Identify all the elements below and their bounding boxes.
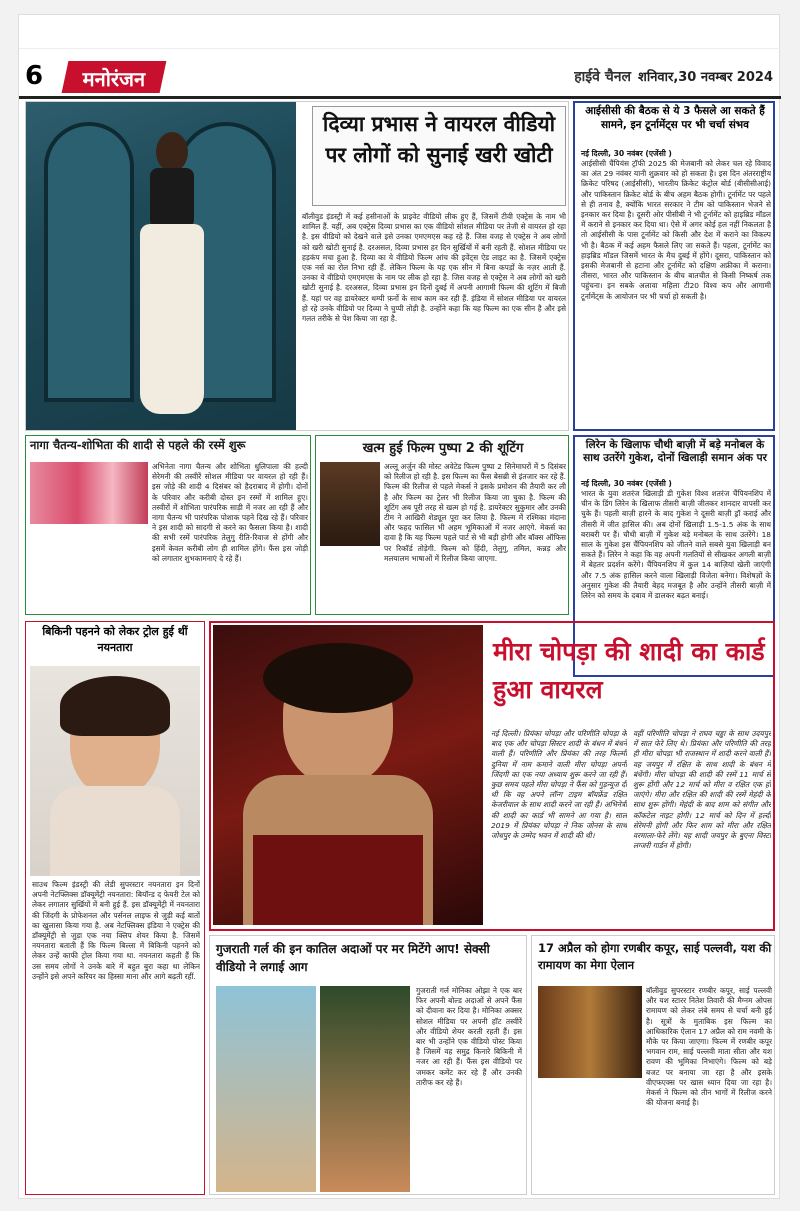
meera-headline: मीरा चोपड़ा की शादी का कार्ड हुआ वायरल: [493, 637, 765, 704]
gujarati-photo-2: [320, 986, 410, 1192]
divya-photo: [26, 102, 296, 430]
gujarati-photo-1: [216, 986, 316, 1192]
chess-dateline: नई दिल्ली, 30 नवंबर (एजेंसी ): [581, 479, 672, 488]
brand-logo: हाईवे चैनल: [574, 69, 631, 85]
icc-headline: आईसीसी की बैठक से ये 3 फैसले आ सकते हैं सामने, इन टूर्नामेंट्स पर भी चर्चा संभव: [585, 105, 765, 131]
top-strip: [19, 15, 781, 49]
chess-headline: लिरेन के खिलाफ चौथी बाज़ी में बड़े मनोबल के साथ उतरेंगे गुकेश, दोनों खिलाड़ी समान अंक पर: [583, 439, 767, 464]
pushpa-headline: खत्म हुई फिल्म पुष्पा 2 की शूटिंग: [362, 441, 524, 456]
nayan-body: साउथ फिल्म इंडस्ट्री की लेडी सुपरस्टार नयनतारा इन दिनों अपनी नेटफ्लिक्स डॉक्यूमेंट्री नयनतारा: बियॉन्ड द फेयरी टेल को लेकर लगातार सुर्खियों में बनी हुई हैं. इस डॉक्यूमेंट्री में नयनतारा की जिंदगी के प्रोफेशनल और पर्सनल लाइफ से जुड़ी कई बातों का खुलासा किया गया है. अब नेटफ्लिक्स इंडिया ने एक्ट्रेस की डॉक्यूमेंट्री से जुड़ा एक नया क्लिप शेयर किया है. जिसमें नयनतारा बताती हैं कि फिल्म बिल्ला में बिकिनी पहनने को लेकर उन्हें काफी ट्रोल किया गया था. नयनतारा कहती हैं कि उस समय लोगों ने उनके बारे में बहुत बुरा कहा था लेकिन उन्होंने इसे अपने करियर का हिस्सा माना और आगे बढ़ती रहीं.: [32, 880, 200, 981]
issue-date: शनिवार,30 नवम्बर 2024: [637, 70, 773, 85]
ramayana-body: बॉलीवुड सुपरस्टार रणबीर कपूर, साई पल्लवी और यश स्टारर नितेश तिवारी की मैग्नम ओपस रामायण को लेकर लंबे समय से चर्चा बनी हुई है। सूत्रों के मुताबिक इस फिल्म का आधिकारिक ऐलान 17 अप्रैल को राम नवमी के मौके पर किया जाएगा। फिल्म में रणबीर कपूर भगवान राम, साई पल्लवी माता सीता और यश रावण की भूमिका निभाएंगे। फिल्म को बड़े बजट पर बनाया जा रहा है और इसके वीएफएक्स पर खास ध्यान दिया जा रहा है। मेकर्स ने फिल्म को तीन भागों में रिलीज करने की योजना बनाई है।: [646, 986, 772, 1108]
section-title: [62, 61, 167, 93]
gujarati-body: गुजराती गर्ल मोनिका ओझा ने एक बार फिर अपनी बोल्ड अदाओं से अपने फैंस को दीवाना कर दिया है। मोनिका अक्सर सोशल मीडिया पर अपनी हॉट तस्वीरें और वीडियो शेयर करती रहती हैं। इस बार भी उन्होंने एक वीडियो पोस्ट किया है जिसमें वह समुद्र किनारे बिकिनी में नजर आ रही हैं। फैंस इस वीडियो पर जमकर कमेंट कर रहे हैं और उनकी तारीफ कर रहे हैं।: [416, 986, 522, 1087]
nayan-headline: बिकिनी पहनने को लेकर ट्रोल हुई थीं नयनतारा: [42, 625, 188, 654]
naga-story: [25, 435, 311, 615]
divya-body: बॉलीवुड इंडस्ट्री में कई हसीनाओं के प्राइवेट वीडियो लीक हुए हैं, जिसमें टीवी एक्ट्रेस के नाम भी शामिल हैं. यहीं, अब एक्ट्रेस दिव्या प्रभास का एक वीडियो सोशल मीडिया पर तेजी से वायरल हो रहा है. इस वीडियो को देखने वाले इसे उनका एमएमएस कह रहे हैं. जिस वजह से एक्ट्रेस ने अब लोगों को खरी खोटी सुनाई है. दरअसल, दिव्या प्रभास हर दिन सुर्खियों में बनी रहती हैं. सोशल मीडिया पर हड़कंप मचा हुआ है. दिव्या का ये वीडियो फिल्म आंच की इवेंट्स ऐड लाइट का है. जिसमें एक्ट्रेस एक नर्स का रोल निभा रही हैं. लेकिन फिल्म के यह एक सीन में बिना कपड़ों के नज़र आती हैं. उनका ये वीडियो एमएमएस के नाम पर लीक हो रहा है. जिस वजह से एक्ट्रेस ने अब लोगों को खरी खोटी सुनाई है. दरअसल, दिव्या प्रभास इन दिनों दुबई में अपनी आगामी फिल्म की शूटिंग में बिजी हैं. यहां पर वह डायरेक्टर थम्पी फ़र्नो के साथ काम कर रही हैं. इंडिया में सोशल मीडिया पर वायरल हो रहे उनके वीडियो पर दिव्या ने चुप्पी तोड़ी है. उन्होंने कहा कि यह फिल्म का एक सीन है और इसे गलत तरीके से पेश किया जा रहा है.: [302, 212, 566, 324]
icc-dateline: नई दिल्ली, 30 नवंबर (एजेंसी ): [581, 149, 672, 158]
door-panel: [44, 122, 134, 402]
ramayana-photo: [538, 986, 642, 1078]
icc-story: [573, 101, 775, 431]
nayan-photo: [30, 666, 200, 876]
chess-body: भारत के युवा शतरंज खिलाड़ी डी गुकेश विश्व शतरंज चैंपियनशिप में चीन के डिंग लिरेन के खिलाफ तीसरी बाज़ी जीतकर शानदार वापसी कर चुके हैं। पहली बाज़ी हारने के बाद गुकेश ने दूसरी बाज़ी ड्रॉ कराई और तीसरी में जीत हासिल की। अब दोनों खिलाड़ी 1.5-1.5 अंक के साथ बराबरी पर हैं। चौथी बाज़ी में गुकेश बड़े मनोबल के साथ उतरेंगे। 18 साल के गुकेश इस चैंपियनशिप को जीतने वाले सबसे युवा खिलाड़ी बन सकते हैं। लिरेन ने कहा कि वह अपनी गलतियों से सीखकर अगली बाज़ी में बेहतर प्रदर्शन करेंगे। चैंपियनशिप में कुल 14 बाज़ियां खेली जाएंगी और 7.5 अंक हासिल करने वाला खिलाड़ी विजेता बनेगा। विशेषज्ञों के अनुसार गुकेश की तैयारी बेहद मजबूत है और उन्होंने तीसरी बाज़ी में लिरेन को समय के दबाव में डालकर बढ़त बनाई।: [581, 489, 771, 601]
pushpa-photo: [320, 462, 380, 546]
page-number: 6: [25, 61, 44, 91]
newspaper-page: [18, 14, 780, 1199]
divya-story: [25, 101, 569, 431]
naga-headline: नागा चैतन्य-शोभिता की शादी से पहले की रस्में शुरू: [30, 438, 246, 452]
naga-photo: [30, 462, 148, 524]
gujarati-story: [209, 935, 527, 1195]
pushpa-story: [315, 435, 569, 615]
pushpa-body: अल्लू अर्जुन की मोस्ट अवेटेड फिल्म पुष्पा 2 सिनेमाघरों में 5 दिसंबर को रिलीज हो रही है. इस फिल्म का फैंस बेसब्री से इंतजार कर रहे हैं. फिल्म की रिलीज से पहले मेकर्स ने इसके प्रमोशन की तैयारी कर ली है और फिल्म का ट्रेलर भी रिलीज किया जा चुका है. फिल्म की शूटिंग अब पूरी तरह से खत्म हो गई है. डायरेक्टर सुकुमार और उनकी टीम ने आखिरी शेड्यूल पूरा कर लिया है. फिल्म में रश्मिका मंदाना और फहद फासिल भी अहम भूमिकाओं में नजर आएंगे. मेकर्स का दावा है कि यह फिल्म पहले पार्ट से भी बड़ी होगी और बॉक्स ऑफिस पर रिकॉर्ड तोड़ेगी. फिल्म को हिंदी, तेलुगु, तमिल, कन्नड़ और मलयालम भाषाओं में रिलीज किया जाएगा.: [384, 462, 566, 563]
meera-body-left: नई दिल्ली। प्रियंका चोपड़ा और परिणीति चोपड़ा के बाद एक और चोपड़ा सिस्टर शादी के बंधन में बंधने वाली हैं। परिणीति और प्रियंका की तरह फिल्मी दुनिया में नाम कमाने वाली मीरा चोपड़ा अपनी जिंदगी का एक नया अध्याय शुरू करने जा रही हैं। कुछ समय पहले मीरा चोपड़ा ने फैंस को गुड़न्यूज दी थी कि वह अपने लॉन्ग टाइम बॉयफ्रेंड रक्षित केजरीवाल के साथ शादी करने जा रही हैं। अभिनेत्री की शादी का कार्ड भी सामने आ गया है। साल 2019 में प्रियंका चोपड़ा ने निक जोनस के साथ जोधपुर के उम्मेद भवन में शादी की थी।: [491, 729, 627, 841]
page-header: [19, 59, 781, 99]
meera-body-right: वहीं परिणीति चोपड़ा ने राघव चड्ढा के साथ उदयपुर में सात फेरे लिए थे। प्रियंका और परिणीति की तरह ही मीरा चोपड़ा भी राजस्थान में शादी करने वाली हैं। वह जयपुर में रक्षित के साथ शादी के बंधन में बंधेंगी। मीरा चोपड़ा की शादी की रस्में 11 मार्च से शुरू होंगी और 12 मार्च को मीरा व रक्षित एक हो जाएंगे। मीरा और रक्षित की शादी की रस्में मेहंदी के साथ शुरू होंगी। मेहंदी के बाद शाम को संगीत और कॉकटेल नाइट होगी। 12 मार्च को दिन में हल्दी सेरेमनी होगी और फिर शाम को मीरा और रक्षित वरमाला-फेरे लेंगे। यह शादी जयपुर के बुएना विस्टा लग्जरी गार्डन में होगी।: [633, 729, 771, 851]
ramayana-story: [531, 935, 775, 1195]
icc-body: आईसीसी चैंपियंस ट्रॉफी 2025 की मेजबानी को लेकर चल रहे विवाद का अंत 29 नवंबर यानी शुक्रवार को हो सकता है। इस दिन अंतरराष्ट्रीय क्रिकेट परिषद (आईसीसी), भारतीय क्रिकेट कंट्रोल बोर्ड (बीसीसीआई) और पाकिस्तान क्रिकेट बोर्ड के बीच अहम बैठक होगी। टूर्नामेंट पर पहले से ही तनाव है, क्योंकि भारत सरकार ने टीम को पाकिस्तान भेजने से इनकार कर दिया है। दूसरी ओर पीसीबी ने भी टूर्नामेंट को हाइब्रिड मॉडल में कराने से इनकार कर दिया था। ऐसे में अगर कोई हल नहीं निकलता है तो आईसीसी के पास टूर्नामेंट को किसी और देश में कराने का विकल्प भी है। बैठक में कई अहम फैसले लिए जा सकते हैं। पहला, टूर्नामेंट का हाइब्रिड मॉडल जिसमें भारत के मैच दुबई में होंगे। दूसरा, पाकिस्तान को इसकी मेजबानी से हटाना और टूर्नामेंट को दक्षिण अफ्रीका में कराना। तीसरा, भारत और पाकिस्तान के बीच बातचीत से किसी निष्कर्ष तक पहुंचना। इन सबके अलावा महिला टी20 विश्व कप और आगामी टूर्नामेंट्स के आयोजन पर भी चर्चा हो सकती है।: [581, 159, 771, 301]
section-label: मनोरंजन: [82, 67, 146, 91]
meera-photo: [213, 625, 483, 925]
nayan-story: [25, 621, 205, 1195]
divya-headline: दिव्या प्रभास ने वायरल वीडियो पर लोगों को सुनाई खरी खोटी: [312, 106, 566, 206]
ramayana-headline: 17 अप्रैल को होगा रणबीर कपूर, साई पल्लवी, यश की रामायण का मेगा ऐलान: [538, 941, 772, 972]
naga-body: अभिनेता नागा चैतन्य और शोभिता धुलिपाला की हल्दी सेरेमनी की तस्वीरें सोशल मीडिया पर वायरल हो रही हैं। इस जोड़े की शादी 4 दिसंबर को हैदराबाद में होगी। दोनों के परिवार और करीबी दोस्त इन रस्मों में शामिल हुए। तस्वीरों में शोभिता पारंपरिक साड़ी में नजर आ रही हैं और नागा चैतन्य भी पारंपरिक पोशाक पहने दिख रहे हैं। परिवार ने इस शादी को सादगी से करने का फैसला किया है। शादी की सभी रस्में पारंपरिक तेलुगु रीति-रिवाज से होंगी और इसमें केवल करीबी लोग ही शामिल होंगे। फैंस इस जोड़ी को लगातार शुभकामनाएं दे रहे हैं।: [152, 462, 308, 563]
person-figure: [136, 132, 206, 422]
gujarati-headline: गुजराती गर्ल की इन कातिल अदाओं पर मर मिटेंगे आप! सेक्सी वीडियो ने लगाई आग: [216, 942, 490, 974]
meera-story: [209, 621, 775, 931]
